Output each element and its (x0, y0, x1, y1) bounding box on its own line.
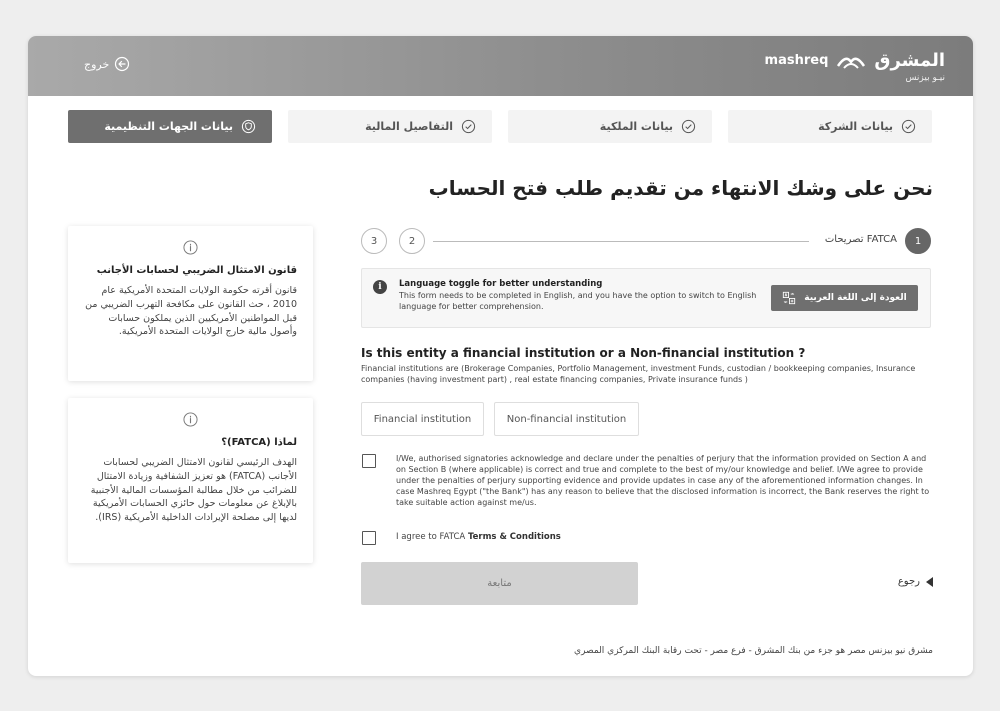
progress-current-label: تصريحات FATCA (824, 234, 897, 245)
brand-arabic: المشرق (874, 50, 945, 71)
step-label: التفاصيل المالية (365, 120, 453, 133)
progress-line (433, 241, 809, 242)
switch-language-label: العودة إلى اللغة العربية (804, 293, 907, 303)
stepper (68, 110, 933, 143)
check-circle-icon (901, 119, 916, 134)
footer-note: مشرق نيو بيزنس مصر هو جزء من بنك المشرق - فرع مصر - تحت رقابة البنك المركزي المصري (574, 646, 933, 656)
progress-step-1: 1 (905, 228, 931, 254)
question-description: Financial institutions are (Brokerage Companies, Portfolio Management, investment Funds, custodian / bookkeeping companies, Insurance companies (having investment part) , real estate financing companies, Private insurance funds ) (361, 364, 916, 384)
check-circle-icon (461, 119, 476, 134)
back-label: رجوع (897, 576, 920, 587)
step-label: بيانات الشركة (818, 120, 893, 133)
agree-terms-text (396, 532, 561, 542)
info-card-why-fatca (68, 398, 313, 563)
back-arrow-icon (926, 577, 933, 587)
option-financial-institution[interactable]: Financial institution (361, 402, 484, 436)
option-non-financial-institution[interactable]: Non-financial institution (494, 402, 639, 436)
step-regulatory-data[interactable] (68, 110, 272, 143)
toggle-description: This form needs to be completed in English, and you have the option to switch to English language for better comprehension. (399, 291, 757, 311)
toggle-title: Language toggle for better understanding (399, 279, 603, 289)
info-circle-icon (183, 412, 198, 427)
brand-latin: mashreq (764, 53, 829, 68)
step-ownership-data[interactable] (508, 110, 712, 143)
step-label: بيانات الجهات التنظيمية (104, 120, 233, 133)
terms-link[interactable]: Terms & Conditions (467, 532, 561, 542)
shield-check-icon (241, 119, 256, 134)
agree-terms-checkbox[interactable] (362, 531, 376, 545)
language-toggle-box (361, 268, 931, 328)
info-circle-icon (183, 240, 198, 255)
info-card-fatca-law (68, 226, 313, 381)
question-title: Is this entity a financial institution or a Non-financial institution ? (361, 346, 806, 360)
info-card-body: قانون أقرته حكومة الولايات المتحدة الأمريكية عام 2010 ، حث القانون على مكافحة التهرب الضريبي من قبل المواطنين الأمريكيين الذين يملكون حسابات وأصول مالية خارج الولايات المتحدة الأمريكية. (85, 285, 297, 338)
declaration-text: I/We, authorised signatories acknowledge and declare under the penalties of perjury that the information provided on Section A and on Section B (where applicable) is correct and true and complete to the best of my/our knowledge and belief. I/We agree to provide under the penalties of perjury supporting evidence and provide updates in case any of the aforementioned information changes. In case Mashreq Egypt ("the Bank") has any reason to believe that the disclosed information is incorrect, the Bank reserves the right to take suitable action against me/us. (396, 454, 930, 508)
check-circle-icon (681, 119, 696, 134)
info-badge-icon: i (373, 280, 387, 294)
sub-progress (361, 228, 931, 254)
top-header (28, 36, 973, 96)
step-financial-details[interactable] (288, 110, 492, 143)
declaration-checkbox[interactable] (362, 454, 376, 468)
brand-subtitle: نيـو بيزنس (905, 73, 945, 83)
progress-step-3: 3 (361, 228, 387, 254)
continue-button[interactable]: متابعة (361, 562, 638, 605)
progress-step-2: 2 (399, 228, 425, 254)
info-card-heading: لماذا (FATCA)؟ (221, 437, 297, 448)
translate-icon (782, 291, 796, 305)
mashreq-logo-icon (836, 52, 866, 70)
info-card-body: الهدف الرئيسي لقانون الامتثال الضريبي لحسابات الأجانب (FATCA) هو تعزيز الشفافية وزيادة الامتثال للضرائب من خلال مطالبة المؤسسات المالية الأجنبية بالإبلاغ عن معلومات حول حائزي الحسابات الأمريكية لديها إلى مصلحة الإيرادات الداخلية الأمريكية (IRS). (90, 457, 297, 524)
step-company-data[interactable] (728, 110, 932, 143)
logout-button[interactable] (84, 56, 130, 72)
brand-logo (765, 50, 945, 71)
agree-prefix: I agree to FATCA (396, 532, 468, 542)
logout-icon (114, 56, 130, 72)
main-card (28, 36, 973, 676)
back-button[interactable] (898, 576, 933, 587)
logout-label: خروج (84, 57, 110, 71)
step-label: بيانات الملكية (599, 120, 673, 133)
switch-language-button[interactable] (771, 285, 918, 311)
page-title: نحن على وشك الانتهاء من تقديم طلب فتح الحساب (428, 176, 933, 200)
info-card-heading: قانون الامتثال الضريبي لحسابات الأجانب (96, 265, 297, 276)
